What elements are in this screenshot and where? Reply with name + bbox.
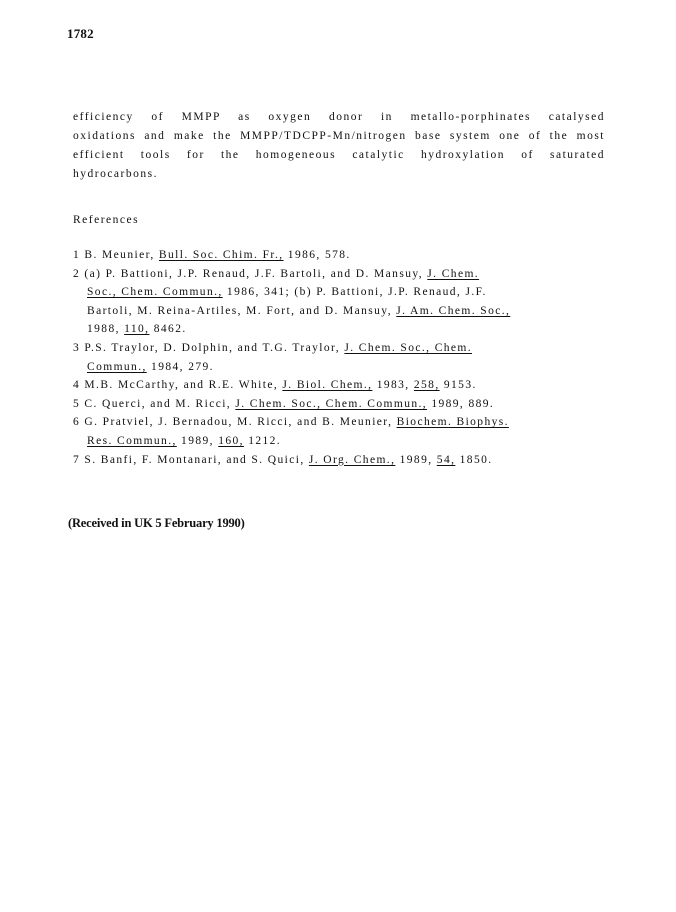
references-heading: References: [73, 214, 140, 226]
reference-citation: 258,: [413, 379, 440, 392]
reference-text: 1989,: [176, 434, 219, 447]
page-number: 1782: [67, 26, 94, 41]
reference-citation: J. Am. Chem. Soc.,: [396, 304, 511, 317]
reference-text: 5 C. Querci, and M. Ricci,: [73, 397, 236, 410]
reference-citation: Bull. Soc. Chim. Fr.,: [158, 249, 284, 261]
body-paragraph: [73, 108, 605, 184]
reference-citation: Soc., Chem. Commun.,: [87, 286, 223, 299]
reference-text: 1850.: [455, 453, 493, 466]
reference-text: 1984, 279.: [146, 360, 214, 373]
reference-text: 9153.: [439, 379, 477, 392]
reference-text: 3 P.S. Traylor, D. Dolphin, and T.G. Traylor,: [73, 341, 345, 354]
reference-item: [73, 413, 613, 450]
reference-citation: J. Org. Chem.,: [308, 453, 396, 466]
reference-line: [73, 283, 613, 302]
reference-text: 4 M.B. McCarthy, and R.E. White,: [73, 379, 283, 392]
reference-text: 8462.: [149, 323, 187, 336]
reference-line: [73, 376, 613, 395]
reference-text: 6 G. Pratviel, J. Bernadou, M. Ricci, and B. Meunier,: [73, 416, 397, 429]
reference-item: [73, 339, 613, 376]
reference-citation: 54,: [436, 453, 456, 466]
reference-citation: Commun.,: [87, 360, 147, 373]
reference-item: [73, 246, 613, 265]
reference-line: [73, 432, 613, 451]
reference-text: 1986, 341; (b) P. Battioni, J.P. Renaud, J.F.: [222, 286, 487, 299]
reference-text: 1989, 889.: [427, 397, 495, 410]
reference-text: 7 S. Banfi, F. Montanari, and S. Quici,: [73, 453, 309, 466]
reference-line: [73, 358, 613, 377]
reference-citation: J. Chem. Soc., Chem.: [344, 341, 473, 354]
reference-text: 1986, 578.: [283, 249, 351, 261]
reference-line: [73, 320, 613, 339]
reference-text: 1 B. Meunier,: [73, 249, 159, 261]
reference-line: [73, 395, 613, 414]
reference-text: Bartoli, M. Reina-Artiles, M. Fort, and D. Mansuy,: [87, 304, 397, 317]
reference-item: [73, 451, 613, 470]
reference-text: 2 (a) P. Battioni, J.P. Renaud, J.F. Bartoli, and D. Mansuy,: [73, 267, 428, 280]
reference-citation: 160,: [218, 434, 244, 447]
reference-text: 1983,: [372, 379, 414, 392]
body-line: efficiency of MMPP as oxygen donor in metallo-porphinates catalysed: [73, 111, 605, 123]
received-date: (Received in UK 5 February 1990): [68, 516, 245, 530]
reference-line: [73, 302, 613, 321]
reference-line: [73, 413, 613, 432]
reference-citation: 110,: [124, 323, 150, 336]
reference-item: [73, 376, 613, 395]
reference-item: [73, 395, 613, 414]
reference-item: [73, 265, 613, 339]
reference-text: 1989,: [395, 453, 437, 466]
reference-line: [73, 451, 613, 470]
reference-text: 1212.: [243, 434, 282, 447]
reference-text: 1988,: [87, 323, 125, 336]
reference-line: [73, 265, 613, 284]
reference-citation: J. Biol. Chem.,: [282, 379, 373, 392]
reference-citation: Res. Commun.,: [87, 434, 177, 447]
reference-line: [73, 246, 613, 265]
reference-line: [73, 339, 613, 358]
reference-citation: Biochem. Biophys.: [396, 416, 509, 429]
body-line: oxidations and make the MMPP/TDCPP-Mn/nitrogen base system one of the most: [73, 130, 605, 142]
reference-citation: J. Chem.: [427, 267, 480, 280]
body-line: efficient tools for the homogeneous catalytic hydroxylation of saturated: [73, 149, 605, 161]
body-line: hydrocarbons.: [73, 168, 158, 180]
reference-list: [73, 246, 613, 469]
reference-citation: J. Chem. Soc., Chem. Commun.,: [235, 397, 428, 410]
